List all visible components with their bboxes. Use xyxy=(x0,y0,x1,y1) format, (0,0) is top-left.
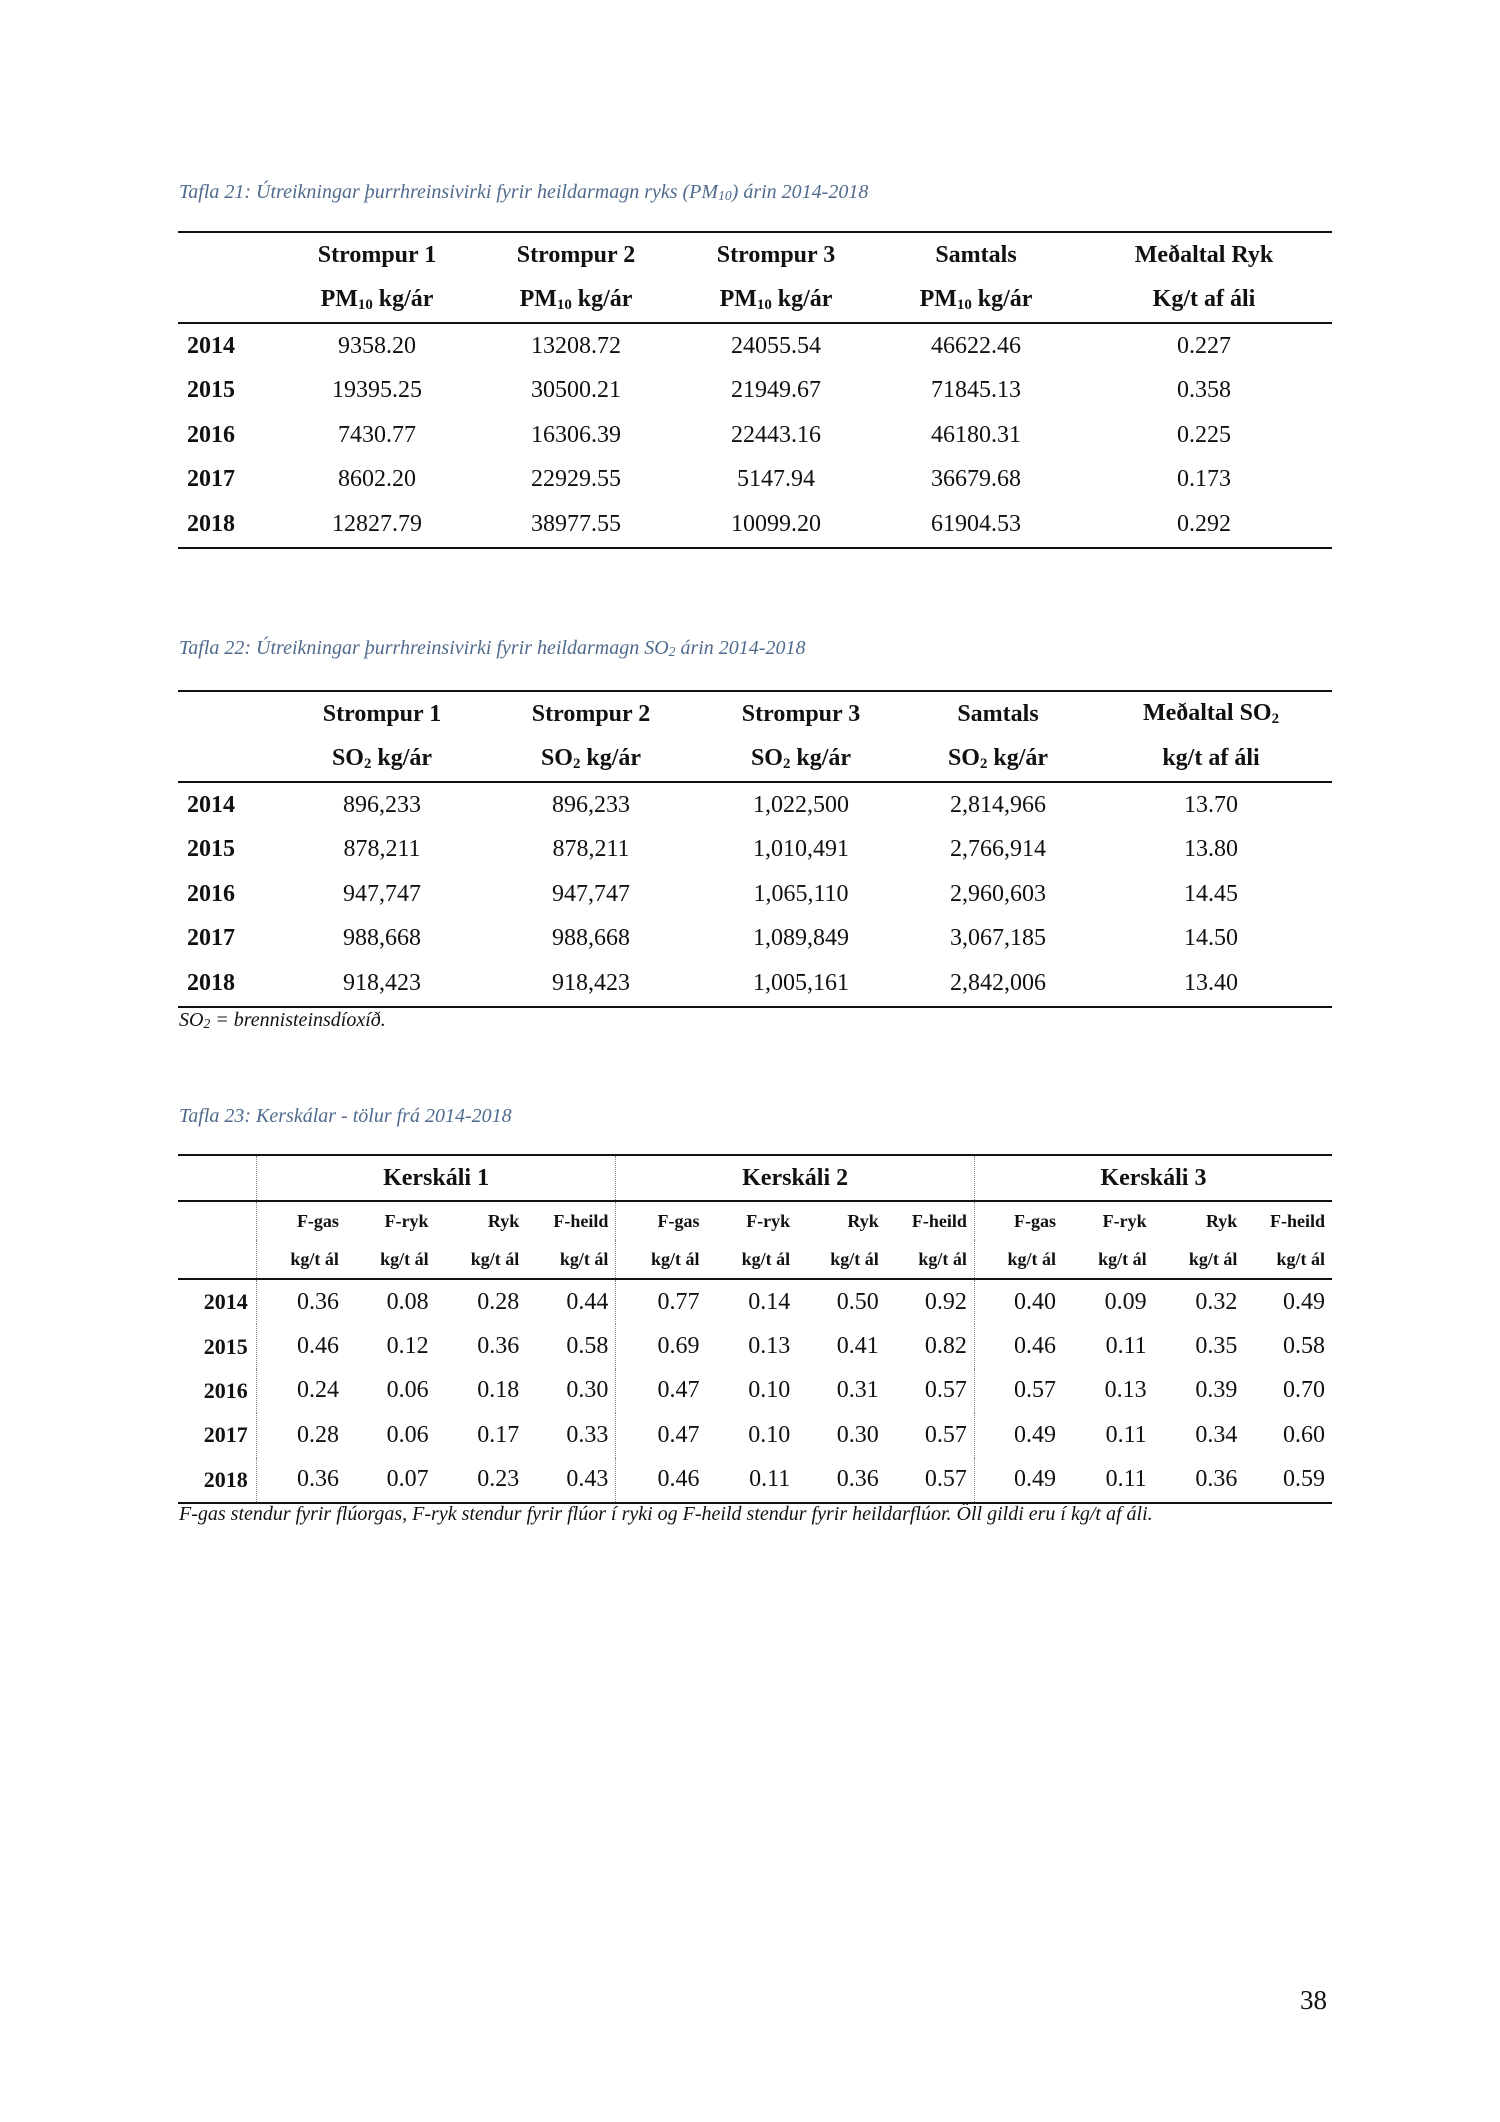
group-header-kerskali-2: Kerskáli 2 xyxy=(616,1155,975,1201)
table-22-corner-unit xyxy=(178,737,278,783)
column-header: F-heild xyxy=(911,1210,967,1231)
table-cell: 0.32 xyxy=(1195,1288,1238,1315)
unit-header: kg/t ál xyxy=(256,1240,346,1279)
table-cell: 13208.72 xyxy=(531,332,621,359)
table-cell: 0.33 xyxy=(566,1421,609,1448)
table-cell: 22929.55 xyxy=(531,466,621,493)
table-cell: 0.49 xyxy=(974,1458,1063,1503)
table-cell: 71845.13 xyxy=(931,377,1021,404)
table-cell: 22443.16 xyxy=(731,421,821,448)
table-cell: 9358.20 xyxy=(338,332,416,359)
table-23-corner xyxy=(178,1155,256,1201)
table-cell: 988,668 xyxy=(552,925,630,952)
table-cell: 0.28 xyxy=(256,1413,346,1457)
table-cell: 0.28 xyxy=(477,1288,520,1315)
table-cell: 0.11 xyxy=(707,1458,798,1503)
table-row xyxy=(178,872,1332,917)
table-cell: 0.173 xyxy=(1177,466,1231,493)
table-cell: 0.46 xyxy=(256,1324,346,1368)
table-cell: 46622.46 xyxy=(931,332,1021,359)
table-row xyxy=(178,961,1332,1007)
table-cell: 13.70 xyxy=(1184,791,1238,818)
table-cell: 0.49 xyxy=(974,1413,1063,1457)
table-cell: 19395.25 xyxy=(332,377,422,404)
table-cell: 1,065,110 xyxy=(753,880,849,907)
year-cell: 2018 xyxy=(178,502,278,548)
table-21-header-row xyxy=(178,232,1332,278)
table-row xyxy=(178,323,1332,369)
table-cell: 0.36 xyxy=(256,1458,346,1503)
table-cell: 0.40 xyxy=(974,1279,1063,1324)
year-cell: 2017 xyxy=(203,1422,248,1448)
table-cell: 38977.55 xyxy=(476,502,676,548)
table-cell: 0.13 xyxy=(1104,1377,1147,1404)
column-header: Meðaltal Ryk xyxy=(1076,232,1332,278)
table-cell: 0.82 xyxy=(924,1333,967,1360)
unit-header: kg/t ál xyxy=(707,1240,798,1279)
table-cell: 878,211 xyxy=(343,836,421,863)
table-cell: 0.49 xyxy=(1283,1288,1325,1315)
table-cell: 918,423 xyxy=(486,961,696,1007)
table-row xyxy=(178,502,1332,548)
table-cell: 0.41 xyxy=(836,1333,879,1360)
table-22-caption: Tafla 22: Útreikningar þurrhreinsivirki fyrir heildarmagn $SO_2$ árin 2014-2018 xyxy=(179,637,806,659)
column-header: Strompur 1 xyxy=(278,232,476,278)
table-cell: 0.06 xyxy=(386,1377,429,1404)
table-23-corner-unit xyxy=(178,1240,256,1279)
unit-header: kg/t ál xyxy=(526,1240,616,1279)
table-cell: 0.46 xyxy=(616,1458,707,1503)
table-cell: 0.47 xyxy=(616,1413,707,1457)
year-cell: 2014 xyxy=(203,1289,248,1315)
table-cell: 918,423 xyxy=(278,961,486,1007)
column-header: Strompur 1 xyxy=(278,691,486,737)
table-cell: 46180.31 xyxy=(931,421,1021,448)
table-row xyxy=(178,828,1332,873)
table-cell: 0.12 xyxy=(386,1333,429,1360)
table-23-column-row xyxy=(178,1201,1332,1240)
column-header: Samtals xyxy=(906,691,1090,737)
column-header: F-gas xyxy=(256,1201,346,1240)
year-cell: 2016 xyxy=(187,421,235,448)
column-header: F-ryk xyxy=(746,1210,791,1231)
year-cell: 2018 xyxy=(178,1458,256,1503)
table-cell: 13.40 xyxy=(1090,961,1332,1007)
column-header: Strompur 2 xyxy=(476,232,676,278)
year-cell: 2016 xyxy=(203,1377,248,1403)
table-23 xyxy=(178,1154,1332,1504)
unit-header: kg/t ál xyxy=(616,1240,707,1279)
table-cell: 0.36 xyxy=(1154,1458,1245,1503)
table-cell: 0.69 xyxy=(616,1324,707,1368)
unit-header: kg/t ál xyxy=(886,1240,975,1279)
column-header: Ryk xyxy=(487,1210,520,1231)
table-cell: 0.10 xyxy=(748,1377,791,1404)
table-cell: 0.44 xyxy=(566,1288,609,1315)
table-cell: 1,022,500 xyxy=(753,791,849,818)
unit-header: kg/t ál xyxy=(346,1240,436,1279)
table-cell: 0.46 xyxy=(974,1324,1063,1368)
table-cell: 0.34 xyxy=(1195,1421,1238,1448)
table-cell: 2,842,006 xyxy=(906,961,1090,1007)
column-header: Ryk xyxy=(1205,1210,1238,1231)
column-header: Strompur 3 xyxy=(696,691,906,737)
table-cell: 2,766,914 xyxy=(950,836,1046,863)
unit-header: $PM_{10}$ kg/ár xyxy=(476,278,676,324)
table-cell: 8602.20 xyxy=(338,466,416,493)
unit-header: $SO_2$ kg/ár xyxy=(906,737,1090,783)
unit-header: kg/t ál xyxy=(974,1240,1063,1279)
table-23-corner-col xyxy=(178,1201,256,1240)
column-header: Samtals xyxy=(876,232,1076,278)
table-cell: 13.80 xyxy=(1184,836,1238,863)
table-21-caption: Tafla 21: Útreikningar þurrhreinsivirki fyrir heildarmagn ryks $(PM_{10})$ árin 2014-2018 xyxy=(179,181,869,203)
unit-header: kg/t ál xyxy=(1063,1240,1154,1279)
table-cell: 988,668 xyxy=(343,925,421,952)
year-cell: 2014 xyxy=(187,332,235,359)
table-cell: 12827.79 xyxy=(278,502,476,548)
column-header: Strompur 3 xyxy=(676,232,876,278)
unit-header: $SO_2$ kg/ár xyxy=(278,737,486,783)
table-cell: 0.10 xyxy=(748,1421,791,1448)
year-cell: 2014 xyxy=(187,791,235,818)
unit-header: kg/t ál xyxy=(436,1240,527,1279)
column-header: F-ryk xyxy=(1102,1210,1147,1231)
column-header: F-heild xyxy=(553,1210,609,1231)
table-23-group-row xyxy=(178,1155,1332,1201)
table-row xyxy=(178,782,1332,828)
table-cell: 0.11 xyxy=(1105,1421,1147,1448)
table-cell: 61904.53 xyxy=(876,502,1076,548)
table-cell: 0.36 xyxy=(797,1458,886,1503)
table-row xyxy=(178,458,1332,503)
table-cell: 0.358 xyxy=(1177,377,1231,404)
unit-header: kg/t ál xyxy=(797,1240,886,1279)
table-row xyxy=(178,1458,1332,1503)
table-21 xyxy=(178,231,1332,549)
column-header: Ryk xyxy=(847,1210,879,1231)
table-cell: 5147.94 xyxy=(737,466,815,493)
table-row xyxy=(178,1324,1332,1368)
unit-header: $SO_2$ kg/ár xyxy=(696,737,906,783)
unit-header: $PM_{10}$ kg/ár xyxy=(278,278,476,324)
table-row xyxy=(178,1369,1332,1413)
table-cell: 878,211 xyxy=(552,836,630,863)
table-cell: 0.09 xyxy=(1104,1288,1147,1315)
table-cell: 0.14 xyxy=(748,1288,791,1315)
table-cell: 24055.54 xyxy=(731,332,821,359)
table-cell: 0.31 xyxy=(836,1377,879,1404)
table-cell: 0.57 xyxy=(924,1377,967,1404)
unit-header: kg/t ál xyxy=(1154,1240,1245,1279)
unit-header: kg/t ál xyxy=(1244,1240,1332,1279)
table-cell: 30500.21 xyxy=(531,377,621,404)
table-22-corner xyxy=(178,691,278,737)
group-header-kerskali-3: Kerskáli 3 xyxy=(974,1155,1332,1201)
table-22-unit-row xyxy=(178,737,1332,783)
table-row xyxy=(178,917,1332,962)
table-cell: 0.17 xyxy=(477,1421,520,1448)
column-header: F-gas xyxy=(974,1201,1063,1240)
table-22-header-row xyxy=(178,691,1332,737)
table-cell: 0.57 xyxy=(974,1369,1063,1413)
table-21-corner-unit xyxy=(178,278,278,324)
column-header: F-ryk xyxy=(384,1210,429,1231)
table-23-caption: Tafla 23: Kerskálar - tölur frá 2014-2018 xyxy=(179,1105,512,1127)
table-cell: 0.06 xyxy=(386,1421,429,1448)
table-cell: 2,960,603 xyxy=(950,880,1046,907)
table-cell: 0.30 xyxy=(566,1377,609,1404)
table-cell: 0.11 xyxy=(1063,1458,1154,1503)
table-cell: 0.92 xyxy=(924,1288,967,1315)
table-cell: 7430.77 xyxy=(338,421,416,448)
unit-header: $SO_2$ kg/ár xyxy=(486,737,696,783)
table-cell: 896,233 xyxy=(552,791,630,818)
table-row xyxy=(178,1279,1332,1324)
unit-header: $PM_{10}$ kg/ár xyxy=(676,278,876,324)
year-cell: 2015 xyxy=(203,1333,248,1359)
table-cell: 947,747 xyxy=(343,880,421,907)
column-header: F-heild xyxy=(1269,1210,1325,1231)
table-cell: 0.225 xyxy=(1177,421,1231,448)
table-cell: 0.58 xyxy=(566,1333,609,1360)
table-cell: 0.08 xyxy=(386,1288,429,1315)
table-cell: 1,010,491 xyxy=(753,836,849,863)
table-cell: 0.43 xyxy=(526,1458,616,1503)
table-cell: 0.07 xyxy=(346,1458,436,1503)
table-cell: 896,233 xyxy=(343,791,421,818)
column-header: Strompur 2 xyxy=(486,691,696,737)
table-22-note: $SO_2$ = brennisteinsdíoxíð. xyxy=(179,1009,386,1031)
table-cell: 1,005,161 xyxy=(696,961,906,1007)
year-cell: 2015 xyxy=(187,377,235,404)
table-cell: 0.292 xyxy=(1076,502,1332,548)
table-23-unit-row xyxy=(178,1240,1332,1279)
table-cell: 21949.67 xyxy=(731,377,821,404)
year-cell: 2016 xyxy=(187,880,235,907)
table-cell: 0.24 xyxy=(256,1369,346,1413)
table-21-unit-row xyxy=(178,278,1332,324)
table-cell: 0.57 xyxy=(924,1421,967,1448)
table-cell: 0.70 xyxy=(1283,1377,1325,1404)
table-cell: 0.30 xyxy=(836,1421,879,1448)
year-cell: 2017 xyxy=(187,466,235,493)
table-cell: 10099.20 xyxy=(676,502,876,548)
table-cell: 14.50 xyxy=(1184,925,1238,952)
table-cell: 0.35 xyxy=(1195,1333,1238,1360)
table-cell: 1,089,849 xyxy=(753,925,849,952)
table-cell: 0.11 xyxy=(1105,1333,1147,1360)
table-22 xyxy=(178,690,1332,1008)
unit-header: Kg/t af áli xyxy=(1076,278,1332,324)
table-21-corner xyxy=(178,232,278,278)
column-header: Meðaltal $SO_2$ xyxy=(1090,691,1332,737)
table-cell: 2,814,966 xyxy=(950,791,1046,818)
table-cell: 0.23 xyxy=(436,1458,527,1503)
table-cell: 0.18 xyxy=(477,1377,520,1404)
year-cell: 2018 xyxy=(178,961,278,1007)
table-cell: 0.36 xyxy=(256,1279,346,1324)
table-cell: 0.58 xyxy=(1283,1333,1325,1360)
page-number: 38 xyxy=(1300,1985,1327,2015)
table-row xyxy=(178,413,1332,458)
table-cell: 0.39 xyxy=(1195,1377,1238,1404)
table-cell: 947,747 xyxy=(552,880,630,907)
group-header-kerskali-1: Kerskáli 1 xyxy=(256,1155,616,1201)
year-cell: 2017 xyxy=(187,925,235,952)
unit-header: kg/t af áli xyxy=(1090,737,1332,783)
table-cell: 0.57 xyxy=(886,1458,975,1503)
table-row xyxy=(178,1413,1332,1457)
table-cell: 14.45 xyxy=(1184,880,1238,907)
table-cell: 0.50 xyxy=(836,1288,879,1315)
table-cell: 16306.39 xyxy=(531,421,621,448)
unit-header: $PM_{10}$ kg/ár xyxy=(876,278,1076,324)
table-cell: 0.77 xyxy=(616,1279,707,1324)
table-cell: 0.13 xyxy=(748,1333,791,1360)
table-cell: 0.227 xyxy=(1177,332,1231,359)
table-cell: 36679.68 xyxy=(931,466,1021,493)
table-cell: 0.60 xyxy=(1283,1421,1325,1448)
table-cell: 0.59 xyxy=(1244,1458,1332,1503)
table-23-note: F-gas stendur fyrir flúorgas, F-ryk stendur fyrir flúor í ryki og F-heild stendur fyrir heildarflúor. Öll gildi eru í kg/t af áli. xyxy=(179,1503,1153,1525)
column-header: F-gas xyxy=(616,1201,707,1240)
table-cell: 3,067,185 xyxy=(950,925,1046,952)
year-cell: 2015 xyxy=(187,836,235,863)
table-cell: 0.47 xyxy=(616,1369,707,1413)
table-row xyxy=(178,369,1332,414)
table-cell: 0.36 xyxy=(477,1333,520,1360)
